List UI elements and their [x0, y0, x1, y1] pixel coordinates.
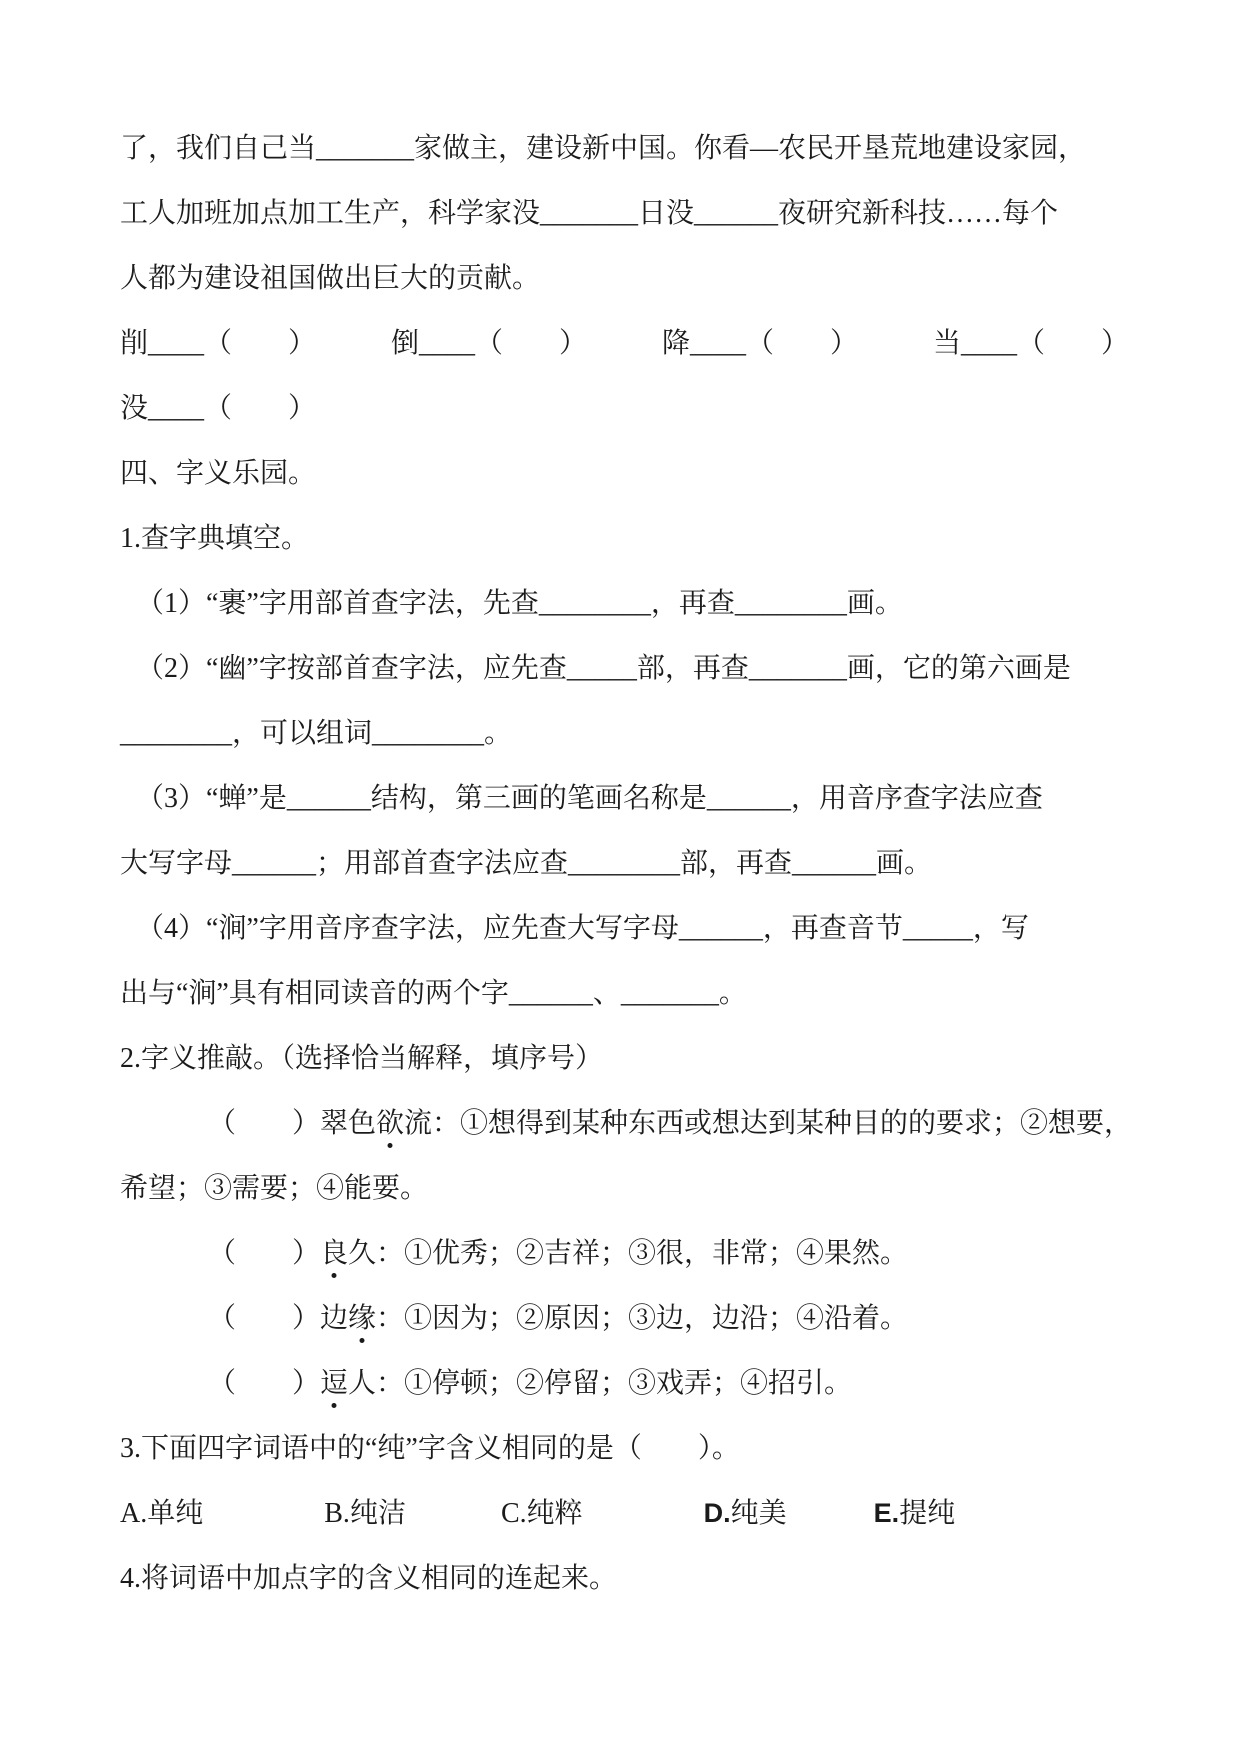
option-letter: C. — [500, 1498, 527, 1529]
q1-item-2-line2: ________，可以组词________。 — [120, 718, 513, 749]
intro-line-2: 工人加班加点加工生产，科学家没_______日没______夜研究新科技……每个 — [120, 198, 1059, 229]
q1-item-3-line1: （3）“蝉”是______结构，第三画的笔画名称是______，用音序查字法应查 — [136, 783, 1043, 814]
option-d — [704, 1481, 787, 1546]
option-e — [874, 1481, 956, 1546]
option-b — [324, 1481, 406, 1546]
q3-options-row — [120, 1481, 1129, 1546]
choice-text-post: 久：①优秀；②吉祥；③很，非常；④果然。 — [348, 1238, 909, 1269]
option-c — [501, 1481, 583, 1546]
choice-text-post: 人：①停顿；②停留；③戏弄；④招引。 — [348, 1368, 853, 1399]
emphasized-char: 逗 — [320, 1351, 348, 1416]
option-a — [120, 1481, 203, 1546]
choice-text-post: ：①因为；②原因；③边，边沿；④沿着。 — [376, 1303, 909, 1334]
emphasized-char: 欲 — [376, 1091, 404, 1156]
intro-line-1: 了，我们自己当_______家做主，建设新中国。你看—农民开垦荒地建设家园， — [120, 133, 1087, 164]
choice-text-pre: （ ）边 — [208, 1303, 349, 1334]
q2-choice-3 — [120, 1286, 1129, 1351]
option-letter: A. — [120, 1498, 148, 1529]
fill-item-dang: 当____（ ） — [932, 328, 1129, 359]
q2-choice-4 — [120, 1351, 1129, 1416]
fill-item-jiang: 降____（ ） — [661, 328, 858, 359]
q2-choice-1 — [120, 1091, 1133, 1156]
choice-text-pre: （ ） — [208, 1368, 321, 1399]
fill-blank-row — [120, 311, 1129, 376]
q1-item-1: （1）“裹”字用部首查字法，先查________，再查________画。 — [136, 588, 903, 619]
q4-heading: 4.将词语中加点字的含义相同的连起来。 — [120, 1563, 618, 1594]
q2-heading: 2.字义推敲。（选择恰当解释，填序号） — [120, 1043, 604, 1074]
q1-item-4-line1: （4）“涧”字用音序查字法，应先查大写字母______，再查音节_____，写 — [136, 913, 1029, 944]
choice-text-post: 流：①想得到某种东西或想达到某种目的的要求；②想要， — [404, 1108, 1133, 1139]
option-letter: D. — [703, 1498, 731, 1528]
option-letter: E. — [873, 1498, 900, 1528]
q1-item-3-line2: 大写字母______；用部首查字法应查________部，再查______画。 — [120, 848, 933, 879]
fill-item-dao: 倒____（ ） — [390, 328, 587, 359]
emphasized-char: 良 — [320, 1221, 348, 1286]
q1-heading: 1.查字典填空。 — [120, 523, 310, 554]
intro-line-3: 人都为建设祖国做出巨大的贡献。 — [120, 263, 541, 294]
choice-text-pre: （ ） — [208, 1238, 321, 1269]
option-word: 纯粹 — [526, 1498, 583, 1529]
q2-choice-2 — [120, 1221, 1129, 1286]
option-word: 单纯 — [147, 1498, 204, 1529]
fill-item-mei: 没____（ ） — [120, 393, 317, 424]
choice-text-pre: （ ）翠色 — [208, 1108, 377, 1139]
q3-heading: 3.下面四字词语中的“纯”字含义相同的是（ ）。 — [120, 1433, 740, 1464]
q1-item-4-line2: 出与“涧”具有相同读音的两个字______、_______。 — [120, 978, 747, 1009]
option-word: 提纯 — [899, 1498, 956, 1529]
fill-item-xiao: 削____（ ） — [120, 328, 317, 359]
option-letter: B. — [324, 1498, 350, 1529]
option-word: 纯美 — [730, 1498, 787, 1529]
q2-choice-1-wrap: 希望；③需要；④能要。 — [120, 1173, 429, 1204]
q1-item-2-line1: （2）“幽”字按部首查字法，应先查_____部，再查_______画，它的第六画是 — [136, 653, 1071, 684]
emphasized-char: 缘 — [348, 1286, 376, 1351]
section-four-heading: 四、字义乐园。 — [120, 458, 317, 489]
option-word: 纯洁 — [349, 1498, 406, 1529]
